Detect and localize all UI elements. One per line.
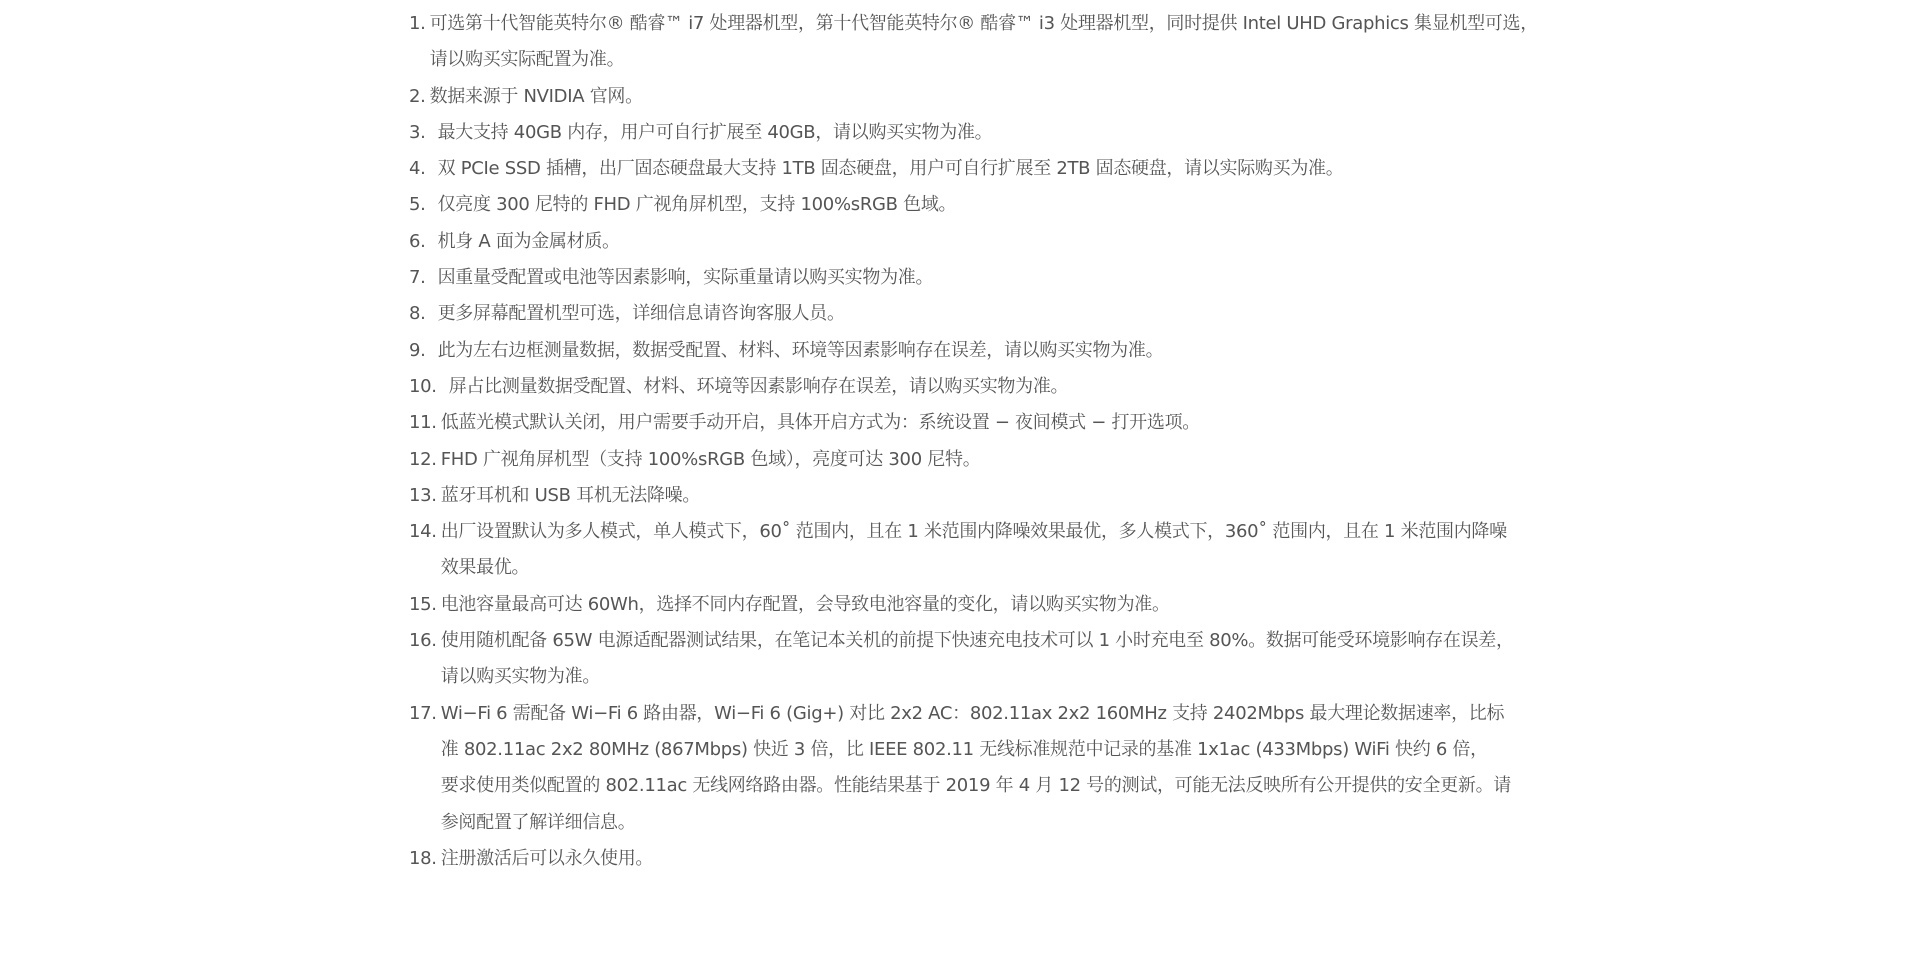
footnote-line: FHD 广视角屏机型（支持 100%sRGB 色域），亮度可达 300 尼特。 xyxy=(440,448,981,470)
footnote-text xyxy=(438,115,1549,151)
footnote-line: 请以购买实物为准。 xyxy=(440,666,601,688)
footnote-item xyxy=(409,79,1549,115)
footnote-line: 最大支持 40GB 内存，用户可自行扩展至 40GB，请以购买实物为准。 xyxy=(437,121,993,143)
footnote-item xyxy=(409,405,1549,441)
footnote-item xyxy=(409,369,1549,405)
footnote-number: 6. xyxy=(409,230,426,252)
footnote-item xyxy=(409,514,1549,587)
footnote-line: 要求使用类似配置的 802.11ac 无线网络路由器。性能结果基于 2019 年 4 月 12 号的测试，可能无法反映所有公开提供的安全更新。请 xyxy=(440,775,1511,797)
footnote-text xyxy=(441,442,1549,478)
footnote-number: 14. xyxy=(409,521,437,543)
footnote-text xyxy=(438,151,1549,187)
footnote-line: 可选第十代智能英特尔® 酷睿™ i7 处理器机型，第十代智能英特尔® 酷睿™ i3 处理器机型，同时提供 Intel UHD Graphics 集显机型可选， xyxy=(429,13,1538,34)
footnote-item xyxy=(409,187,1549,223)
footnote-text xyxy=(438,224,1549,260)
footnote-text xyxy=(430,6,1549,79)
footnote-number: 13. xyxy=(409,484,437,506)
footnote-number: 2. xyxy=(409,85,426,107)
footnote-number: 18. xyxy=(409,847,437,869)
footnote-number: 5. xyxy=(409,194,426,216)
footnote-number: 12. xyxy=(409,448,437,470)
footnote-text xyxy=(438,187,1549,223)
footnote-text xyxy=(441,514,1549,587)
footnote-number: 16. xyxy=(409,630,437,652)
footnote-number: 4. xyxy=(409,158,426,180)
footnote-line: 低蓝光模式默认关闭，用户需要手动开启，具体开启方式为：系统设置 − 夜间模式 − 打开选项。 xyxy=(440,412,1200,434)
footnote-number: 9. xyxy=(409,339,426,361)
footnote-line: 因重量受配置或电池等因素影响，实际重量请以购买实物为准。 xyxy=(437,267,934,289)
footnote-text xyxy=(441,478,1549,514)
footnote-line: 准 802.11ac 2x2 80MHz (867Mbps) 快近 3 倍，比 IEEE 802.11 无线标准规范中记录的基准 1x1ac (433Mbps) WiFi 快约 6 倍， xyxy=(440,738,1488,760)
footnote-text xyxy=(441,405,1549,441)
footnote-item xyxy=(409,841,1549,877)
footnote-item xyxy=(409,224,1549,260)
footnote-line: 请以购买实际配置为准。 xyxy=(429,49,625,71)
footnote-line: 参阅配置了解详细信息。 xyxy=(440,811,636,833)
footnote-number: 15. xyxy=(409,593,437,615)
footnote-line: 出厂设置默认为多人模式，单人模式下，60˚ 范围内，且在 1 米范围内降噪效果最优，多人模式下，360˚ 范围内，且在 1 米范围内降噪 xyxy=(440,521,1507,543)
footnote-text xyxy=(441,587,1549,623)
footnote-line: 双 PCIe SSD 插槽，出厂固态硬盘最大支持 1TB 固态硬盘，用户可自行扩展至 2TB 固态硬盘，请以实际购买为准。 xyxy=(437,158,1344,180)
footnote-line: 此为左右边框测量数据，数据受配置、材料、环境等因素影响存在误差，请以购买实物为准。 xyxy=(437,339,1164,361)
footnote-item xyxy=(409,333,1549,369)
footnote-item xyxy=(409,6,1549,79)
footnote-item xyxy=(409,151,1549,187)
footnote-number: 7. xyxy=(409,267,426,289)
footnote-text xyxy=(441,623,1549,696)
footnote-number: 1. xyxy=(409,13,426,34)
footnote-text xyxy=(438,296,1549,332)
footnote-item xyxy=(409,696,1549,841)
footnote-text xyxy=(449,369,1549,405)
footnote-line: 蓝牙耳机和 USB 耳机无法降噪。 xyxy=(440,484,701,506)
footnote-text xyxy=(438,333,1549,369)
footnote-line: Wi−Fi 6 需配备 Wi−Fi 6 路由器，Wi−Fi 6 (Gig+) 对比 2x2 AC：802.11ax 2x2 160MHz 支持 2402Mbps 最大理论数据速率，比标 xyxy=(440,702,1505,724)
footnote-text xyxy=(441,841,1549,877)
footnote-line: 屏占比测量数据受配置、材料、环境等因素影响存在误差，请以购买实物为准。 xyxy=(448,375,1069,397)
footnote-line: 更多屏幕配置机型可选，详细信息请咨询客服人员。 xyxy=(437,303,845,325)
footnote-text xyxy=(441,696,1549,841)
footnote-number: 10. xyxy=(409,375,437,397)
footnote-item xyxy=(409,442,1549,478)
footnote-line: 数据来源于 NVIDIA 官网。 xyxy=(429,85,643,107)
footnote-item xyxy=(409,260,1549,296)
footnote-text xyxy=(438,260,1549,296)
footnote-line: 使用随机配备 65W 电源适配器测试结果，在笔记本关机的前提下快速充电技术可以 1 小时充电至 80%。数据可能受环境影响存在误差， xyxy=(440,630,1514,652)
footnote-item xyxy=(409,623,1549,696)
footnote-number: 8. xyxy=(409,303,426,325)
footnote-text xyxy=(430,79,1549,115)
footnote-line: 机身 A 面为金属材质。 xyxy=(437,230,620,252)
footnote-item xyxy=(409,115,1549,151)
footnote-number: 17. xyxy=(409,702,437,724)
footnote-item xyxy=(409,296,1549,332)
footnote-line: 注册激活后可以永久使用。 xyxy=(440,847,654,869)
footnote-line: 效果最优。 xyxy=(440,557,530,579)
footnote-list xyxy=(409,6,1549,877)
footnote-line: 仅亮度 300 尼特的 FHD 广视角屏机型，支持 100%sRGB 色域。 xyxy=(437,194,957,216)
footnote-number: 11. xyxy=(409,412,437,434)
footnote-item xyxy=(409,587,1549,623)
footnote-number: 3. xyxy=(409,121,426,143)
footnote-line: 电池容量最高可达 60Wh，选择不同内存配置，会导致电池容量的变化，请以购买实物为准。 xyxy=(440,593,1170,615)
footnote-item xyxy=(409,478,1549,514)
